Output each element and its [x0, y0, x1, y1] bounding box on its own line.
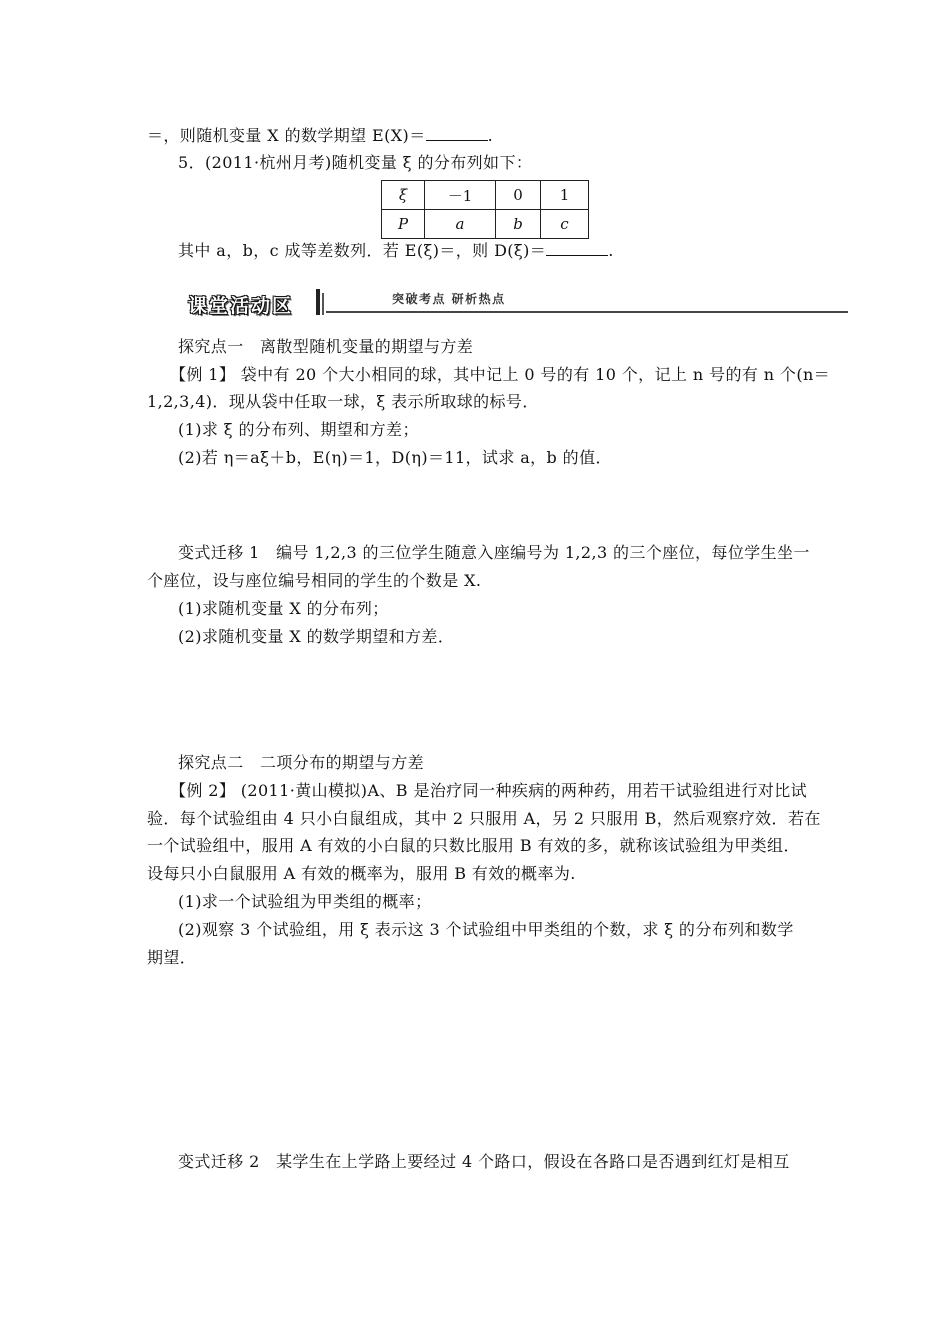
answer-line-4 [147, 126, 493, 146]
table-cell: a [425, 210, 496, 239]
example-1-question-2: (2)若 η＝aξ＋b，E(η)＝1，D(η)＝11，试求 a，b 的值． [178, 448, 612, 467]
banner-divider-thin [322, 293, 324, 315]
section-banner [174, 289, 848, 319]
question-5-condition-text: 其中 a，b，c 成等差数列．若 E(ξ)＝，则 D(ξ)＝ [178, 241, 547, 260]
table-cell: 1 [541, 181, 589, 210]
table-cell: P [382, 210, 425, 239]
example-1-question-1: (1)求 ξ 的分布列、期望和方差； [178, 420, 419, 439]
question-5-condition [178, 241, 614, 261]
table-cell: 0 [496, 181, 541, 210]
answer-blank [546, 241, 608, 256]
example-2-question-1: (1)求一个试验组为甲类组的概率； [178, 892, 432, 911]
example-2-question-2-cont: 期望． [147, 948, 197, 967]
example-2-line-2: 验．每个试验组由 4 只小白鼠组成，其中 2 只服用 A，另 2 只服用 B，然后观察疗效．若在 [147, 809, 821, 828]
variant-1-line-1: 变式迁移 1 编号 1,2,3 的三位学生随意入座编号为 1,2,3 的三个座位，每位学生坐一 [178, 543, 810, 562]
answer-line-4-text: ＝，则随机变量 X 的数学期望 E(X)＝ [147, 126, 426, 145]
answer-blank [426, 126, 488, 141]
table-row [382, 210, 589, 239]
table-cell: c [541, 210, 589, 239]
table-cell: b [496, 210, 541, 239]
question-5-condition-end: . [608, 241, 614, 260]
example-2-question-2: (2)观察 3 个试验组，用 ξ 表示这 3 个试验组中甲类组的个数，求 ξ 的分布列和数学 [178, 920, 794, 939]
example-1-line-1: 【例 1】 袋中有 20 个大小相同的球，其中记上 0 号的有 10 个，记上 n 号的有 n 个(n＝ [170, 365, 831, 384]
banner-subtitle: 突破考点 研析热点 [392, 292, 506, 306]
question-5: 5．(2011·杭州月考)随机变量 ξ 的分布列如下： [178, 153, 533, 172]
example-2-line-3: 一个试验组中，服用 A 有效的小白鼠的只数比服用 B 有效的多，就称该试验组为甲类组． [147, 836, 800, 855]
variant-1-question-1: (1)求随机变量 X 的分布列； [178, 599, 389, 618]
banner-divider [316, 289, 320, 315]
example-1-line-2: 1,2,3,4)．现从袋中任取一球，ξ 表示所取球的标号． [147, 392, 539, 411]
example-2-line-1: 【例 2】 (2011·黄山模拟)A、B 是治疗同一种疾病的两种药，用若干试验组进行对比试 [170, 781, 808, 800]
section-heading-2: 探究点二 二项分布的期望与方差 [178, 753, 425, 772]
table-cell: －1 [425, 181, 496, 210]
distribution-table [381, 180, 589, 239]
variant-1-line-2: 个座位，设与座位编号相同的学生的个数是 X. [147, 571, 482, 590]
example-2-line-4: 设每只小白鼠服用 A 有效的概率为，服用 B 有效的概率为. [147, 864, 576, 883]
section-heading-1: 探究点一 离散型随机变量的期望与方差 [178, 337, 474, 356]
variant-2-line-1: 变式迁移 2 某学生在上学路上要经过 4 个路口，假设在各路口是否遇到红灯是相互 [178, 1152, 790, 1171]
table-cell: ξ [382, 181, 425, 210]
banner-title: 课堂活动区 [188, 295, 294, 317]
variant-1-question-2: (2)求随机变量 X 的数学期望和方差． [178, 627, 455, 646]
answer-line-4-end: . [487, 126, 494, 145]
banner-rule [326, 311, 848, 313]
table-row [382, 181, 589, 210]
